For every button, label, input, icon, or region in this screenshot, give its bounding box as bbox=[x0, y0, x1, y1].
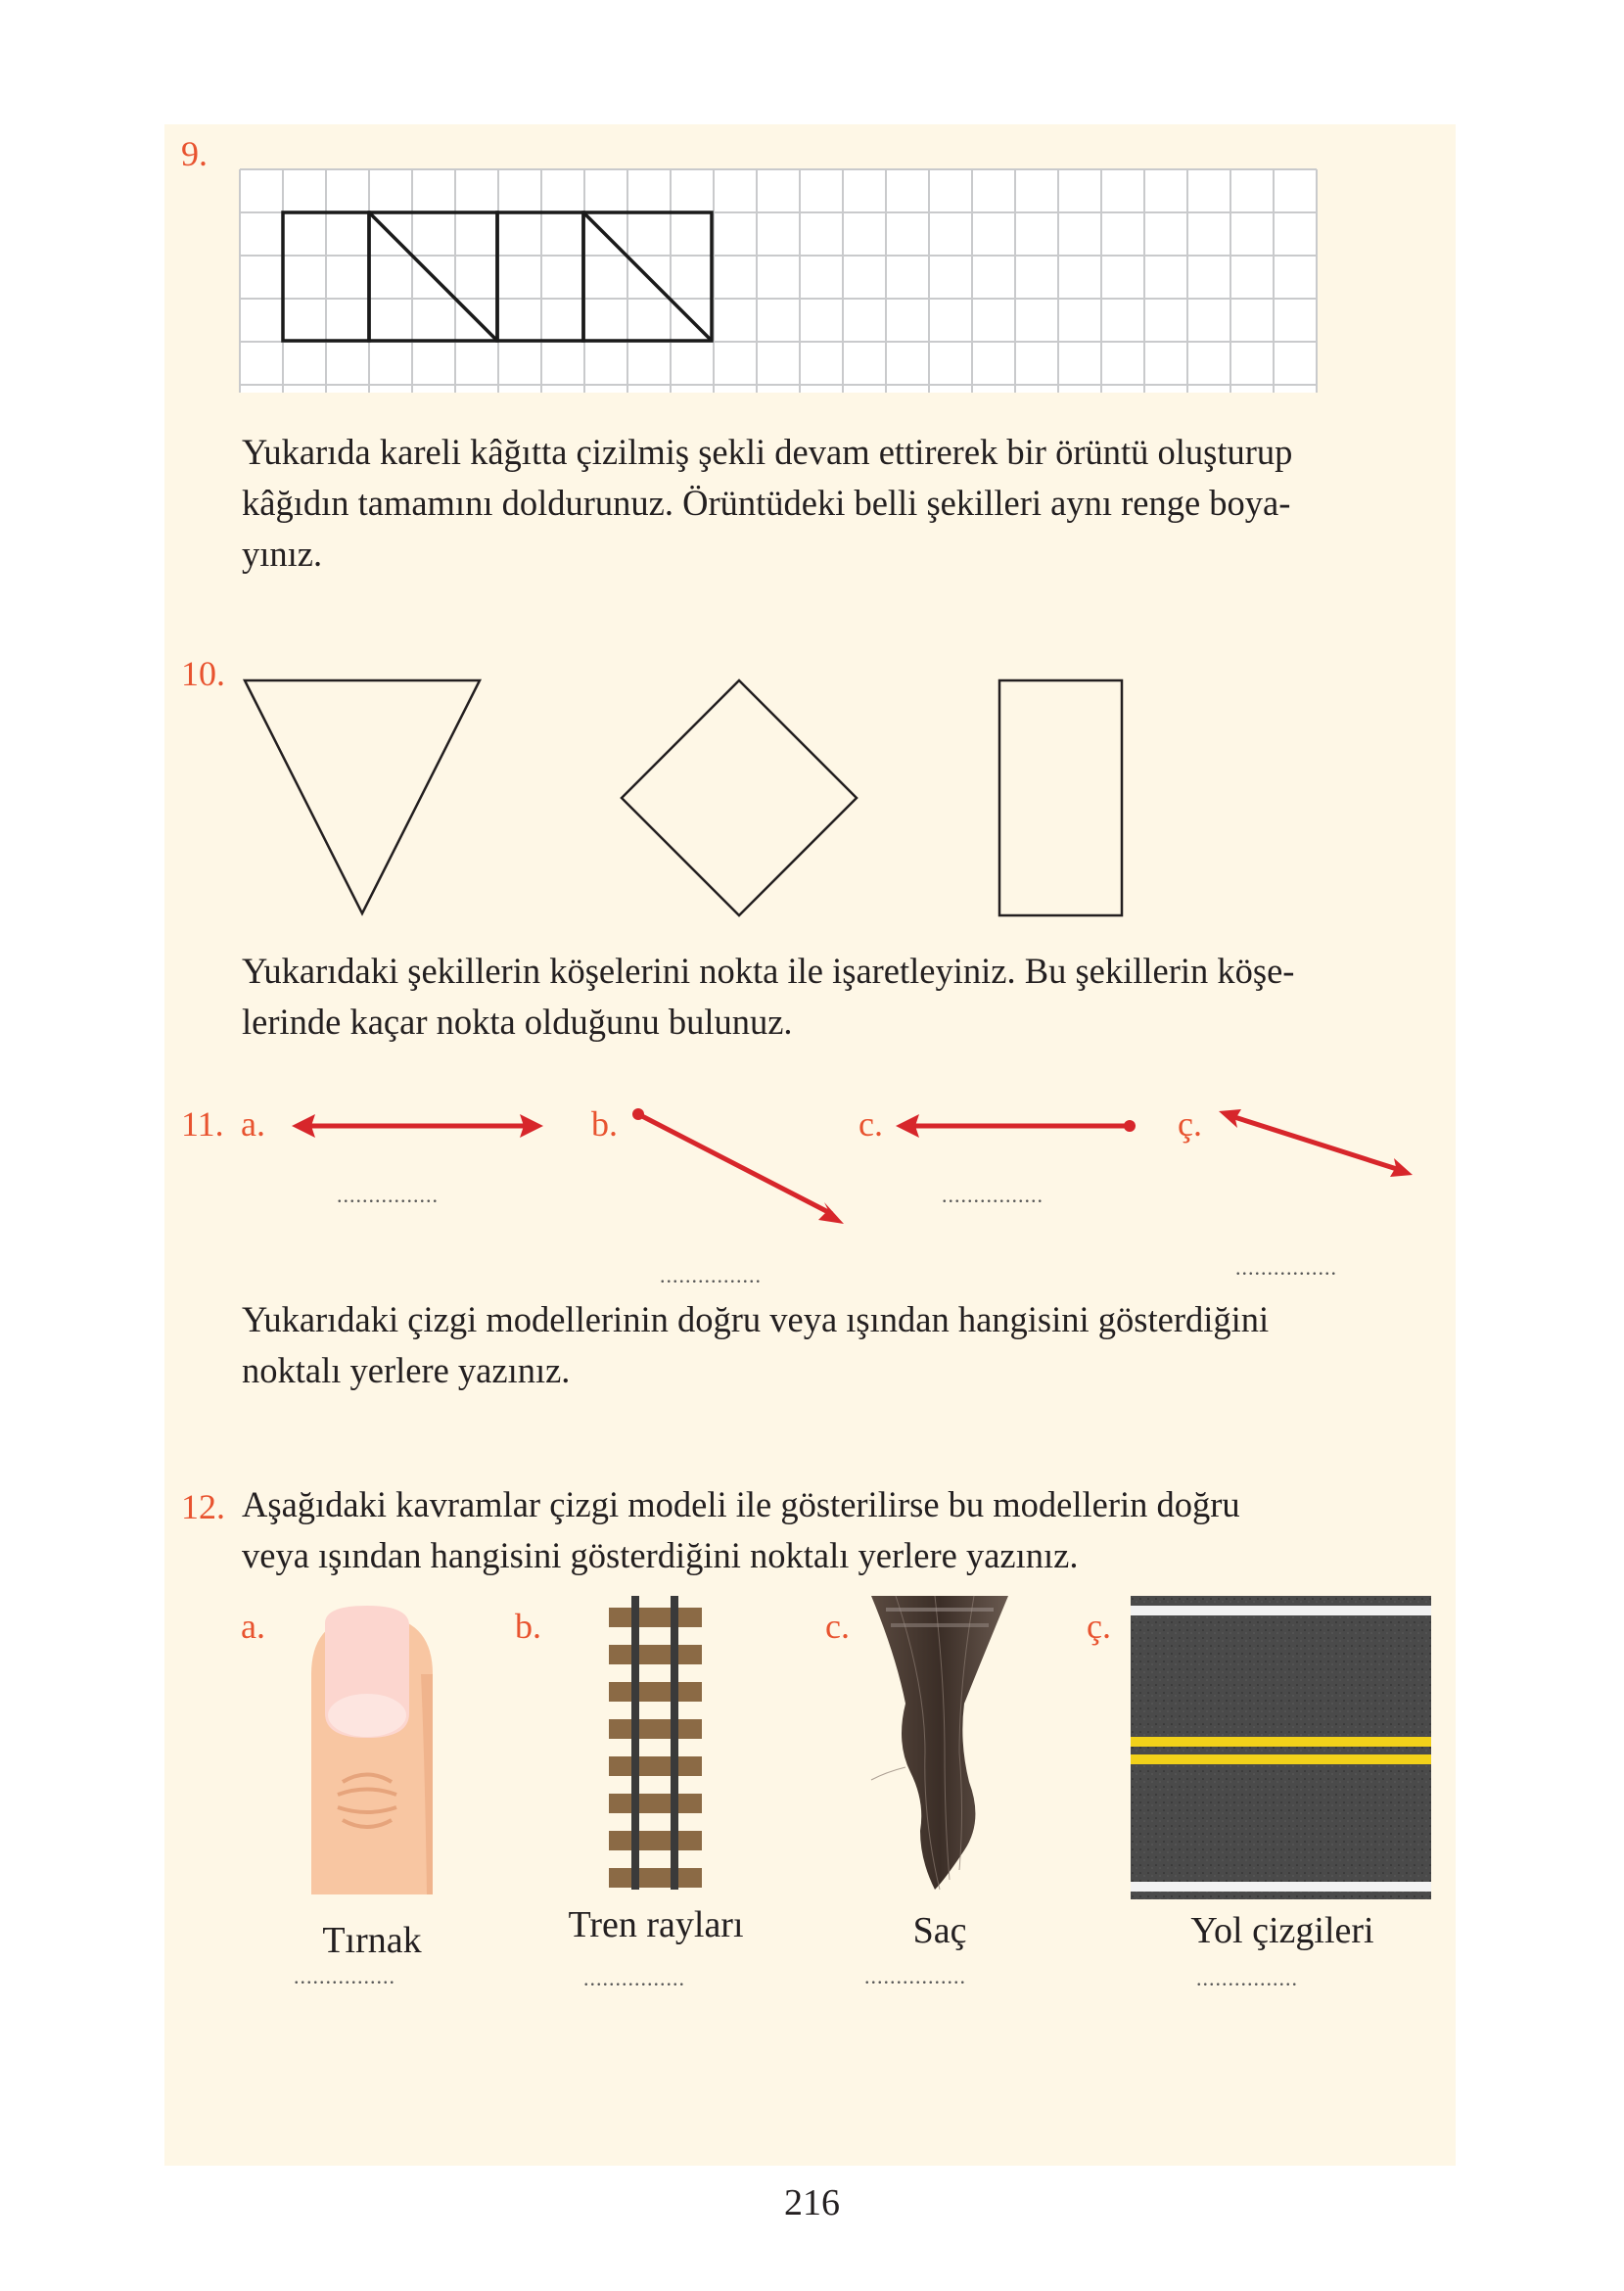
text-line: yınız. bbox=[242, 534, 323, 574]
q12-answer-cc[interactable]: ................ bbox=[1196, 1966, 1298, 1990]
hair-lock-icon bbox=[866, 1596, 1013, 1894]
road-lines-icon bbox=[1131, 1596, 1431, 1899]
q11-answer-cc[interactable]: ................ bbox=[1235, 1255, 1337, 1280]
question-10-number: 10. bbox=[181, 654, 225, 693]
q11-label-cc: ç. bbox=[1178, 1104, 1202, 1144]
caption-sac: Saç bbox=[912, 1910, 967, 1951]
text-line: Aşağıdaki kavramlar çizgi modeli ile gösterilirse bu modellerin doğru bbox=[242, 1484, 1240, 1524]
q11-label-a: a. bbox=[241, 1104, 265, 1144]
q11-answer-b[interactable]: ................ bbox=[660, 1263, 762, 1287]
caption-tirnak: Tırnak bbox=[322, 1920, 422, 1961]
q12-answer-b[interactable]: ................ bbox=[583, 1966, 685, 1990]
text-line: kâğıdın tamamını doldurunuz. Örüntüdeki belli şekilleri aynı renge boya- bbox=[242, 483, 1291, 523]
q12-answer-a[interactable]: ................ bbox=[294, 1964, 395, 1988]
q11-answer-a[interactable]: ................ bbox=[337, 1183, 439, 1207]
text-line: lerinde kaçar nokta olduğunu bulunuz. bbox=[242, 1002, 793, 1042]
question-11-text bbox=[242, 1294, 1446, 1396]
text-line: Yukarıdaki çizgi modellerinin doğru veya ışından hangisini gösterdiğini bbox=[242, 1299, 1270, 1339]
question-12-text bbox=[242, 1479, 1446, 1581]
text-line: Yukarıdaki şekillerin köşelerini nokta ile işaretleyiniz. Bu şekillerin köşe- bbox=[242, 951, 1295, 991]
q11-label-b: b. bbox=[591, 1104, 618, 1144]
text-line: Yukarıda kareli kâğıtta çizilmiş şekli devam ettirerek bir örüntü oluşturup bbox=[242, 432, 1293, 472]
q12-label-c: c. bbox=[825, 1607, 850, 1646]
q12-label-b: b. bbox=[515, 1607, 541, 1646]
q12-answer-c[interactable]: ................ bbox=[864, 1964, 966, 1988]
page-number: 216 bbox=[784, 2182, 840, 2223]
fingernail-icon bbox=[303, 1606, 441, 1894]
question-11-number: 11. bbox=[181, 1104, 224, 1144]
q11-label-c: c. bbox=[858, 1104, 883, 1144]
train-tracks-icon bbox=[607, 1596, 705, 1890]
question-9-number: 9. bbox=[181, 134, 208, 173]
caption-yol-cizgileri: Yol çizgileri bbox=[1190, 1910, 1374, 1951]
text-line: noktalı yerlere yazınız. bbox=[242, 1350, 571, 1390]
text-line: veya ışından hangisini gösterdiğini noktalı yerlere yazınız. bbox=[242, 1535, 1079, 1575]
caption-tren-raylari: Tren rayları bbox=[568, 1904, 744, 1945]
question-12-number: 12. bbox=[181, 1487, 225, 1526]
q12-label-cc: ç. bbox=[1087, 1607, 1111, 1646]
q12-label-a: a. bbox=[241, 1607, 265, 1646]
q11-answer-c[interactable]: ................ bbox=[942, 1183, 1044, 1207]
